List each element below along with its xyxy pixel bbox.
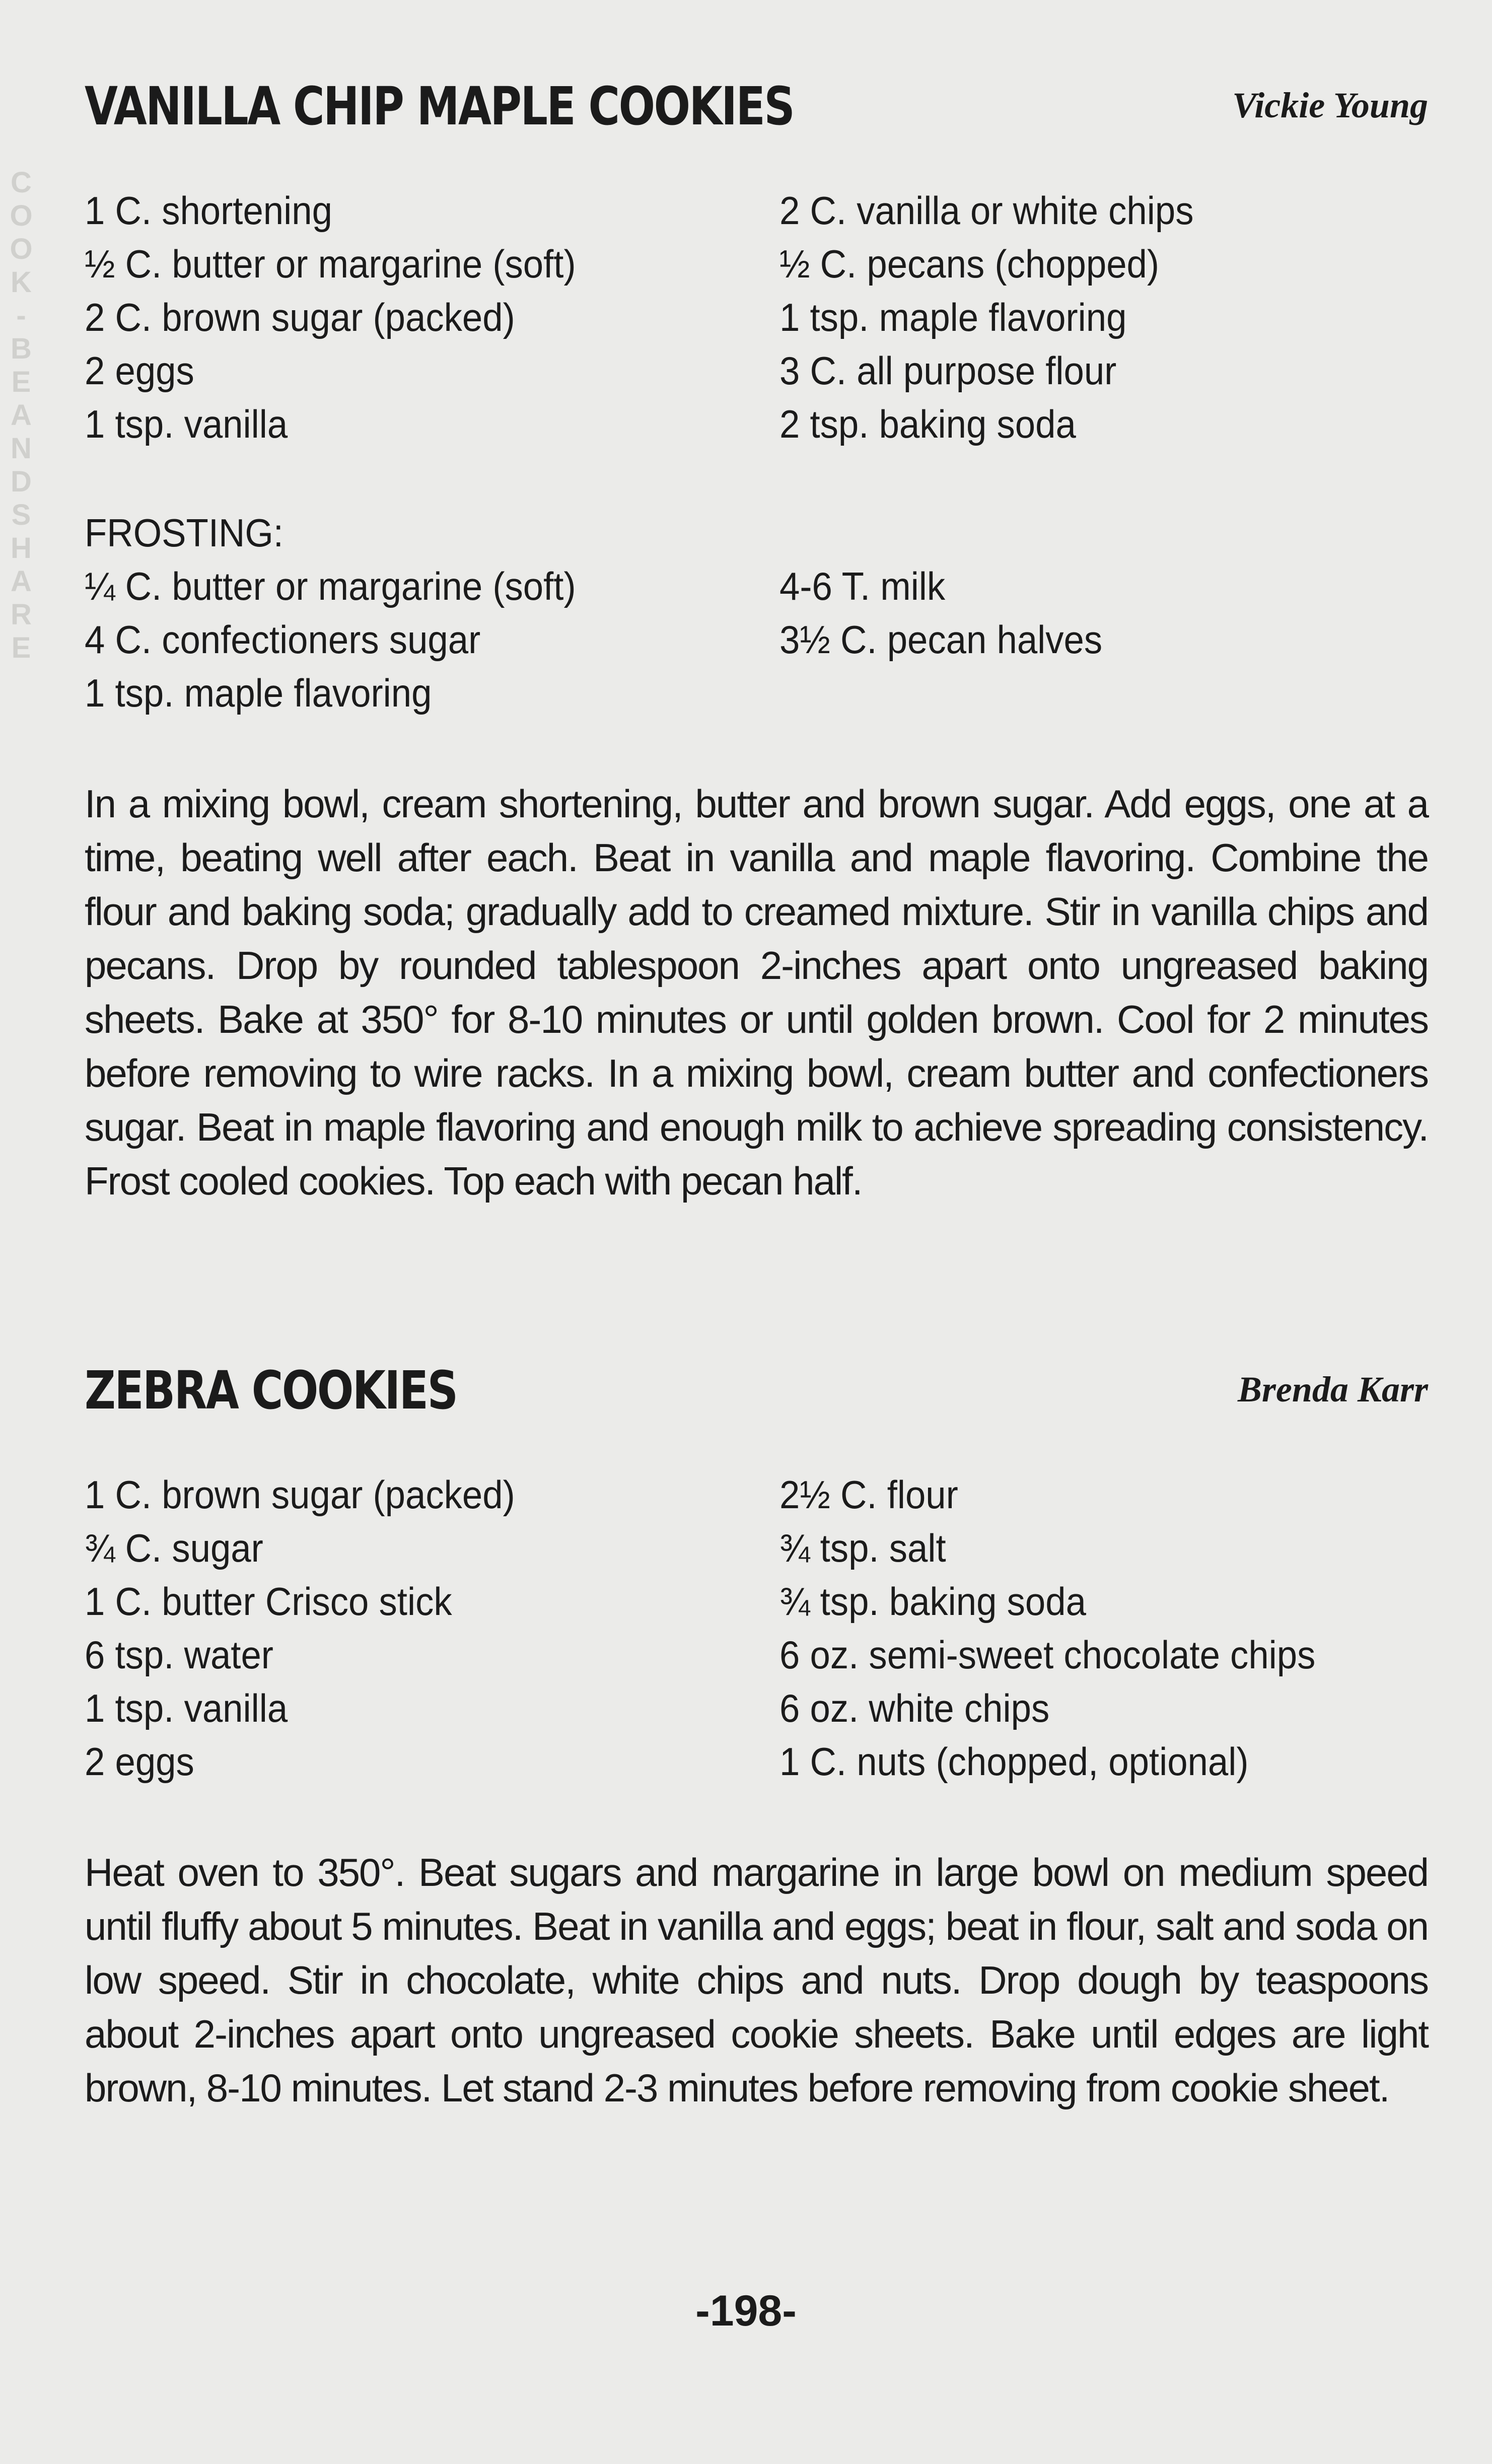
- frosting-label: FROSTING:: [85, 511, 283, 555]
- ingredient-item: ½ C. butter or margarine (soft): [85, 242, 576, 286]
- page-number: -198-: [695, 2287, 797, 2335]
- recipe-title: ZEBRA COOKIES: [85, 1360, 457, 1421]
- ingredient-item: ¾ tsp. salt: [779, 1526, 946, 1570]
- ingredient-item: 2 eggs: [85, 1739, 194, 1784]
- ingredient-item: 1 C. brown sugar (packed): [85, 1472, 515, 1517]
- ingredient-item: ½ C. pecans (chopped): [779, 242, 1160, 286]
- ingredients-left: [85, 184, 769, 451]
- ghost-letter: A: [11, 399, 32, 432]
- ingredient-item: 3 C. all purpose flour: [779, 348, 1117, 393]
- ingredients-right: [779, 184, 1428, 451]
- ingredient-item: 1 C. shortening: [85, 188, 332, 233]
- ingredient-item: 3½ C. pecan halves: [779, 617, 1103, 662]
- ingredient-item: 1 tsp. vanilla: [85, 402, 288, 446]
- frosting-ingredients-right: [779, 559, 1428, 666]
- ingredients-right: [779, 1468, 1428, 1788]
- ingredient-item: 1 tsp. maple flavoring: [85, 671, 432, 715]
- ingredient-item: 2½ C. flour: [779, 1472, 958, 1517]
- ghost-letter: C: [11, 166, 32, 199]
- ingredient-item: 1 tsp. vanilla: [85, 1686, 288, 1730]
- ingredient-item: 1 C. nuts (chopped, optional): [779, 1739, 1249, 1784]
- ingredient-item: ¼ C. butter or margarine (soft): [85, 564, 576, 608]
- ingredient-item: 2 C. brown sugar (packed): [85, 295, 515, 339]
- recipe-header: [85, 76, 1428, 141]
- ingredient-item: 1 tsp. maple flavoring: [779, 295, 1127, 339]
- ingredient-item: 2 tsp. baking soda: [779, 402, 1076, 446]
- ingredient-item: 6 oz. white chips: [779, 1686, 1050, 1730]
- bleed-through-side-text: [6, 166, 36, 665]
- ingredient-item: 4-6 T. milk: [779, 564, 946, 608]
- ingredient-item: 6 oz. semi-sweet chocolate chips: [779, 1633, 1316, 1677]
- recipe-title: VANILLA CHIP MAPLE COOKIES: [85, 76, 794, 137]
- recipe-header: [85, 1360, 1428, 1425]
- ghost-letter: S: [11, 499, 31, 531]
- frosting-ingredients-left: [85, 559, 769, 720]
- recipe-author: Vickie Young: [1232, 85, 1428, 125]
- ghost-letter: B: [11, 332, 32, 365]
- recipe-directions: Heat oven to 350°. Beat sugars and margarine in large bowl on medium speed until fluffy about 5 minutes. Beat in vanilla and eggs; beat in flour, salt and soda on low speed. Stir in chocolate, white chips and nuts. Drop dough by teaspoons about 2-inches apart onto ungreased cookie sheets. Bake until edges are light brown, 8-10 minutes. Let stand 2-3 minutes before removing from cookie sheet.: [85, 1850, 1428, 2110]
- ingredient-item: 2 C. vanilla or white chips: [779, 188, 1194, 233]
- ghost-letter: R: [11, 598, 32, 631]
- ingredient-item: 6 tsp. water: [85, 1633, 273, 1677]
- recipe-directions: In a mixing bowl, cream shortening, butter and brown sugar. Add eggs, one at a time, beating well after each. Beat in vanilla and maple flavoring. Combine the flour and baking soda; gradually add to creamed mixture. Stir in vanilla chips and pecans. Drop by rounded tablespoon 2-inches apart onto ungreased baking sheets. Bake at 350° for 8-10 minutes or until golden brown. Cool for 2 minutes before removing to wire racks. In a mixing bowl, cream butter and confectioners sugar. Beat in maple flavoring and enough milk to achieve spreading consistency. Frost cooled cookies. Top each with pecan half.: [85, 782, 1428, 1203]
- ghost-letter: H: [11, 532, 32, 565]
- ghost-letter: O: [10, 199, 33, 232]
- ghost-letter: A: [11, 565, 32, 598]
- ingredient-item: 2 eggs: [85, 348, 194, 393]
- ghost-letter: K: [11, 266, 32, 299]
- ghost-letter: N: [11, 432, 32, 465]
- ingredient-item: 1 C. butter Crisco stick: [85, 1579, 452, 1624]
- ghost-letter: E: [11, 366, 31, 398]
- ingredients-left: [85, 1468, 769, 1788]
- ingredient-item: ¾ C. sugar: [85, 1526, 263, 1570]
- ingredient-item: 4 C. confectioners sugar: [85, 617, 481, 662]
- ingredient-item: ¾ tsp. baking soda: [779, 1579, 1086, 1624]
- ghost-letter: E: [11, 631, 31, 664]
- ghost-letter: O: [10, 233, 33, 265]
- ghost-letter: -: [16, 299, 26, 332]
- recipe-author: Brenda Karr: [1237, 1369, 1428, 1410]
- ghost-letter: D: [11, 465, 32, 498]
